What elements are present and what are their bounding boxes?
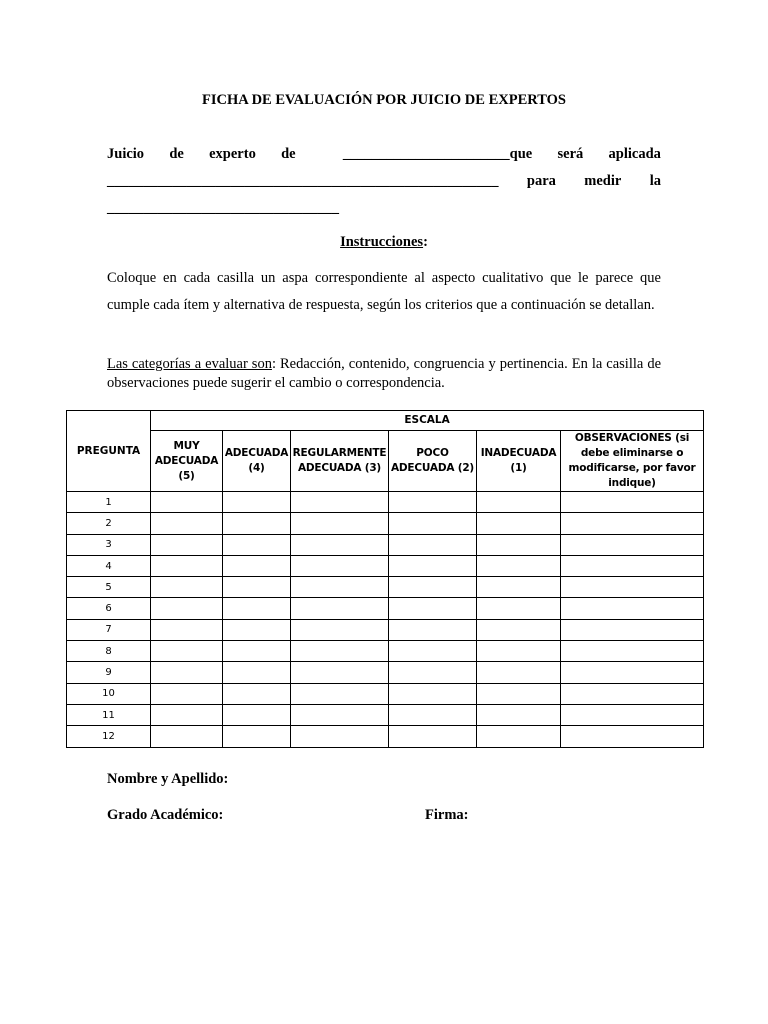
question-number: 12 <box>67 726 151 747</box>
rating-cell[interactable] <box>561 534 704 555</box>
rating-cell[interactable] <box>291 534 389 555</box>
rating-cell[interactable] <box>223 641 291 662</box>
rating-cell[interactable] <box>477 619 561 640</box>
juicio-word: será <box>557 146 584 162</box>
col-adecuada: ADECUADA (4) <box>223 431 291 492</box>
rating-cell[interactable] <box>151 598 223 619</box>
rating-cell[interactable] <box>223 683 291 704</box>
question-number: 11 <box>67 704 151 725</box>
rating-cell[interactable] <box>223 513 291 534</box>
rating-cell[interactable] <box>291 704 389 725</box>
rating-cell[interactable] <box>389 662 477 683</box>
rating-cell[interactable] <box>151 704 223 725</box>
rating-cell[interactable] <box>389 534 477 555</box>
rating-cell[interactable] <box>477 534 561 555</box>
table-row <box>67 704 704 725</box>
table-row <box>67 619 704 640</box>
rating-cell[interactable] <box>151 534 223 555</box>
juicio-word: de <box>281 146 296 162</box>
instructions-paragraph-2 <box>107 355 661 392</box>
rating-cell[interactable] <box>291 577 389 598</box>
rating-cell[interactable] <box>561 683 704 704</box>
rating-cell[interactable] <box>151 662 223 683</box>
rating-cell[interactable] <box>151 513 223 534</box>
rating-cell[interactable] <box>561 513 704 534</box>
rating-cell[interactable] <box>223 555 291 576</box>
question-number: 2 <box>67 513 151 534</box>
categories-label: Las categorías a evaluar son <box>107 356 272 372</box>
question-number: 8 <box>67 641 151 662</box>
juicio-blank-que: _______________________que <box>342 146 533 162</box>
rating-cell[interactable] <box>561 492 704 513</box>
instructions-paragraph-1: Coloque en cada casilla un aspa correspondiente al aspecto cualitativo que le parece que cumple cada ítem y alternativa de respuesta, según los criterios que a continuación se detallan. <box>107 270 661 313</box>
juicio-blank: ______________________________________________________ <box>107 173 499 189</box>
rating-cell[interactable] <box>291 683 389 704</box>
table-row <box>67 555 704 576</box>
instructions-heading <box>0 234 768 251</box>
rating-cell[interactable] <box>223 662 291 683</box>
rating-cell[interactable] <box>389 619 477 640</box>
rating-cell[interactable] <box>151 555 223 576</box>
juicio-word: la <box>649 173 661 189</box>
question-number: 4 <box>67 555 151 576</box>
table-row <box>67 641 704 662</box>
rating-cell[interactable] <box>151 641 223 662</box>
juicio-word: para <box>526 173 556 189</box>
juicio-word: medir <box>584 173 622 189</box>
firma-label: Firma: <box>425 807 469 823</box>
col-observaciones: OBSERVACIONES (si debe eliminarse o modificarse, por favor indique) <box>561 431 704 492</box>
rating-cell[interactable] <box>223 577 291 598</box>
rating-cell[interactable] <box>389 577 477 598</box>
rating-cell[interactable] <box>389 683 477 704</box>
rating-cell[interactable] <box>151 726 223 747</box>
rating-cell[interactable] <box>223 492 291 513</box>
question-number: 1 <box>67 492 151 513</box>
rating-cell[interactable] <box>151 577 223 598</box>
document-title: FICHA DE EVALUACIÓN POR JUICIO DE EXPERTOS <box>202 92 566 108</box>
rating-cell[interactable] <box>389 641 477 662</box>
rating-cell[interactable] <box>561 598 704 619</box>
table-row <box>67 513 704 534</box>
col-regularmente-adecuada: REGULARMENTE ADECUADA (3) <box>291 431 389 492</box>
juicio-line-2 <box>107 173 661 190</box>
instructions-heading-colon: : <box>423 234 428 250</box>
rating-cell[interactable] <box>477 513 561 534</box>
question-number: 6 <box>67 598 151 619</box>
rating-cell[interactable] <box>291 555 389 576</box>
juicio-word: de <box>169 146 184 162</box>
rating-cell[interactable] <box>223 598 291 619</box>
table-row <box>67 577 704 598</box>
rating-cell[interactable] <box>223 534 291 555</box>
rating-cell[interactable] <box>477 662 561 683</box>
rating-cell[interactable] <box>389 555 477 576</box>
rating-cell[interactable] <box>223 704 291 725</box>
juicio-line-3 <box>107 200 661 217</box>
table-row <box>67 726 704 747</box>
rating-cell[interactable] <box>477 726 561 747</box>
rating-cell[interactable] <box>389 704 477 725</box>
rating-cell[interactable] <box>389 598 477 619</box>
instructions-heading-text: Instrucciones <box>340 234 424 250</box>
table-subheader-row <box>67 431 704 492</box>
rating-cell[interactable] <box>389 513 477 534</box>
rating-cell[interactable] <box>291 662 389 683</box>
juicio-word: Juicio <box>107 146 145 162</box>
question-number: 5 <box>67 577 151 598</box>
col-inadecuada: INADECUADA (1) <box>477 431 561 492</box>
categories-text: : Redacción, contenido, congruencia y pertinencia. En la casilla de observaciones puede sugerir el cambio o correspondencia. <box>107 356 662 391</box>
rating-cell[interactable] <box>561 555 704 576</box>
nombre-label: Nombre y Apellido: <box>107 771 229 787</box>
rating-cell[interactable] <box>291 513 389 534</box>
rating-cell[interactable] <box>477 641 561 662</box>
table-row <box>67 662 704 683</box>
table-header-row <box>67 411 704 431</box>
question-number: 9 <box>67 662 151 683</box>
col-muy-adecuada: MUY ADECUADA (5) <box>151 431 223 492</box>
grado-label: Grado Académico: <box>107 807 224 823</box>
rating-cell[interactable] <box>223 619 291 640</box>
table-row <box>67 534 704 555</box>
table-row <box>67 492 704 513</box>
rating-cell[interactable] <box>291 619 389 640</box>
rating-cell[interactable] <box>561 619 704 640</box>
rating-cell[interactable] <box>477 555 561 576</box>
rating-cell[interactable] <box>561 726 704 747</box>
rating-cell[interactable] <box>477 683 561 704</box>
rating-cell[interactable] <box>561 641 704 662</box>
rating-cell[interactable] <box>291 598 389 619</box>
table-row <box>67 598 704 619</box>
rating-cell[interactable] <box>389 726 477 747</box>
col-poco-adecuada: POCO ADECUADA (2) <box>389 431 477 492</box>
rating-cell[interactable] <box>151 683 223 704</box>
pregunta-header: PREGUNTA <box>67 411 151 492</box>
evaluation-table <box>66 410 704 748</box>
table-row <box>67 683 704 704</box>
rating-cell[interactable] <box>477 492 561 513</box>
rating-cell[interactable] <box>477 577 561 598</box>
question-number: 3 <box>67 534 151 555</box>
question-number: 7 <box>67 619 151 640</box>
juicio-word: experto <box>209 146 256 162</box>
rating-cell[interactable] <box>291 641 389 662</box>
juicio-blank: ________________________________ <box>107 200 339 216</box>
rating-cell[interactable] <box>561 577 704 598</box>
rating-cell[interactable] <box>561 662 704 683</box>
juicio-line-1 <box>107 146 661 163</box>
juicio-word: aplicada <box>608 146 661 162</box>
rating-cell[interactable] <box>223 726 291 747</box>
table-body <box>67 492 704 748</box>
question-number: 10 <box>67 683 151 704</box>
rating-cell[interactable] <box>477 704 561 725</box>
rating-cell[interactable] <box>151 619 223 640</box>
rating-cell[interactable] <box>291 492 389 513</box>
rating-cell[interactable] <box>389 492 477 513</box>
rating-cell[interactable] <box>291 726 389 747</box>
rating-cell[interactable] <box>561 704 704 725</box>
rating-cell[interactable] <box>477 598 561 619</box>
escala-header: ESCALA <box>151 411 704 431</box>
rating-cell[interactable] <box>151 492 223 513</box>
